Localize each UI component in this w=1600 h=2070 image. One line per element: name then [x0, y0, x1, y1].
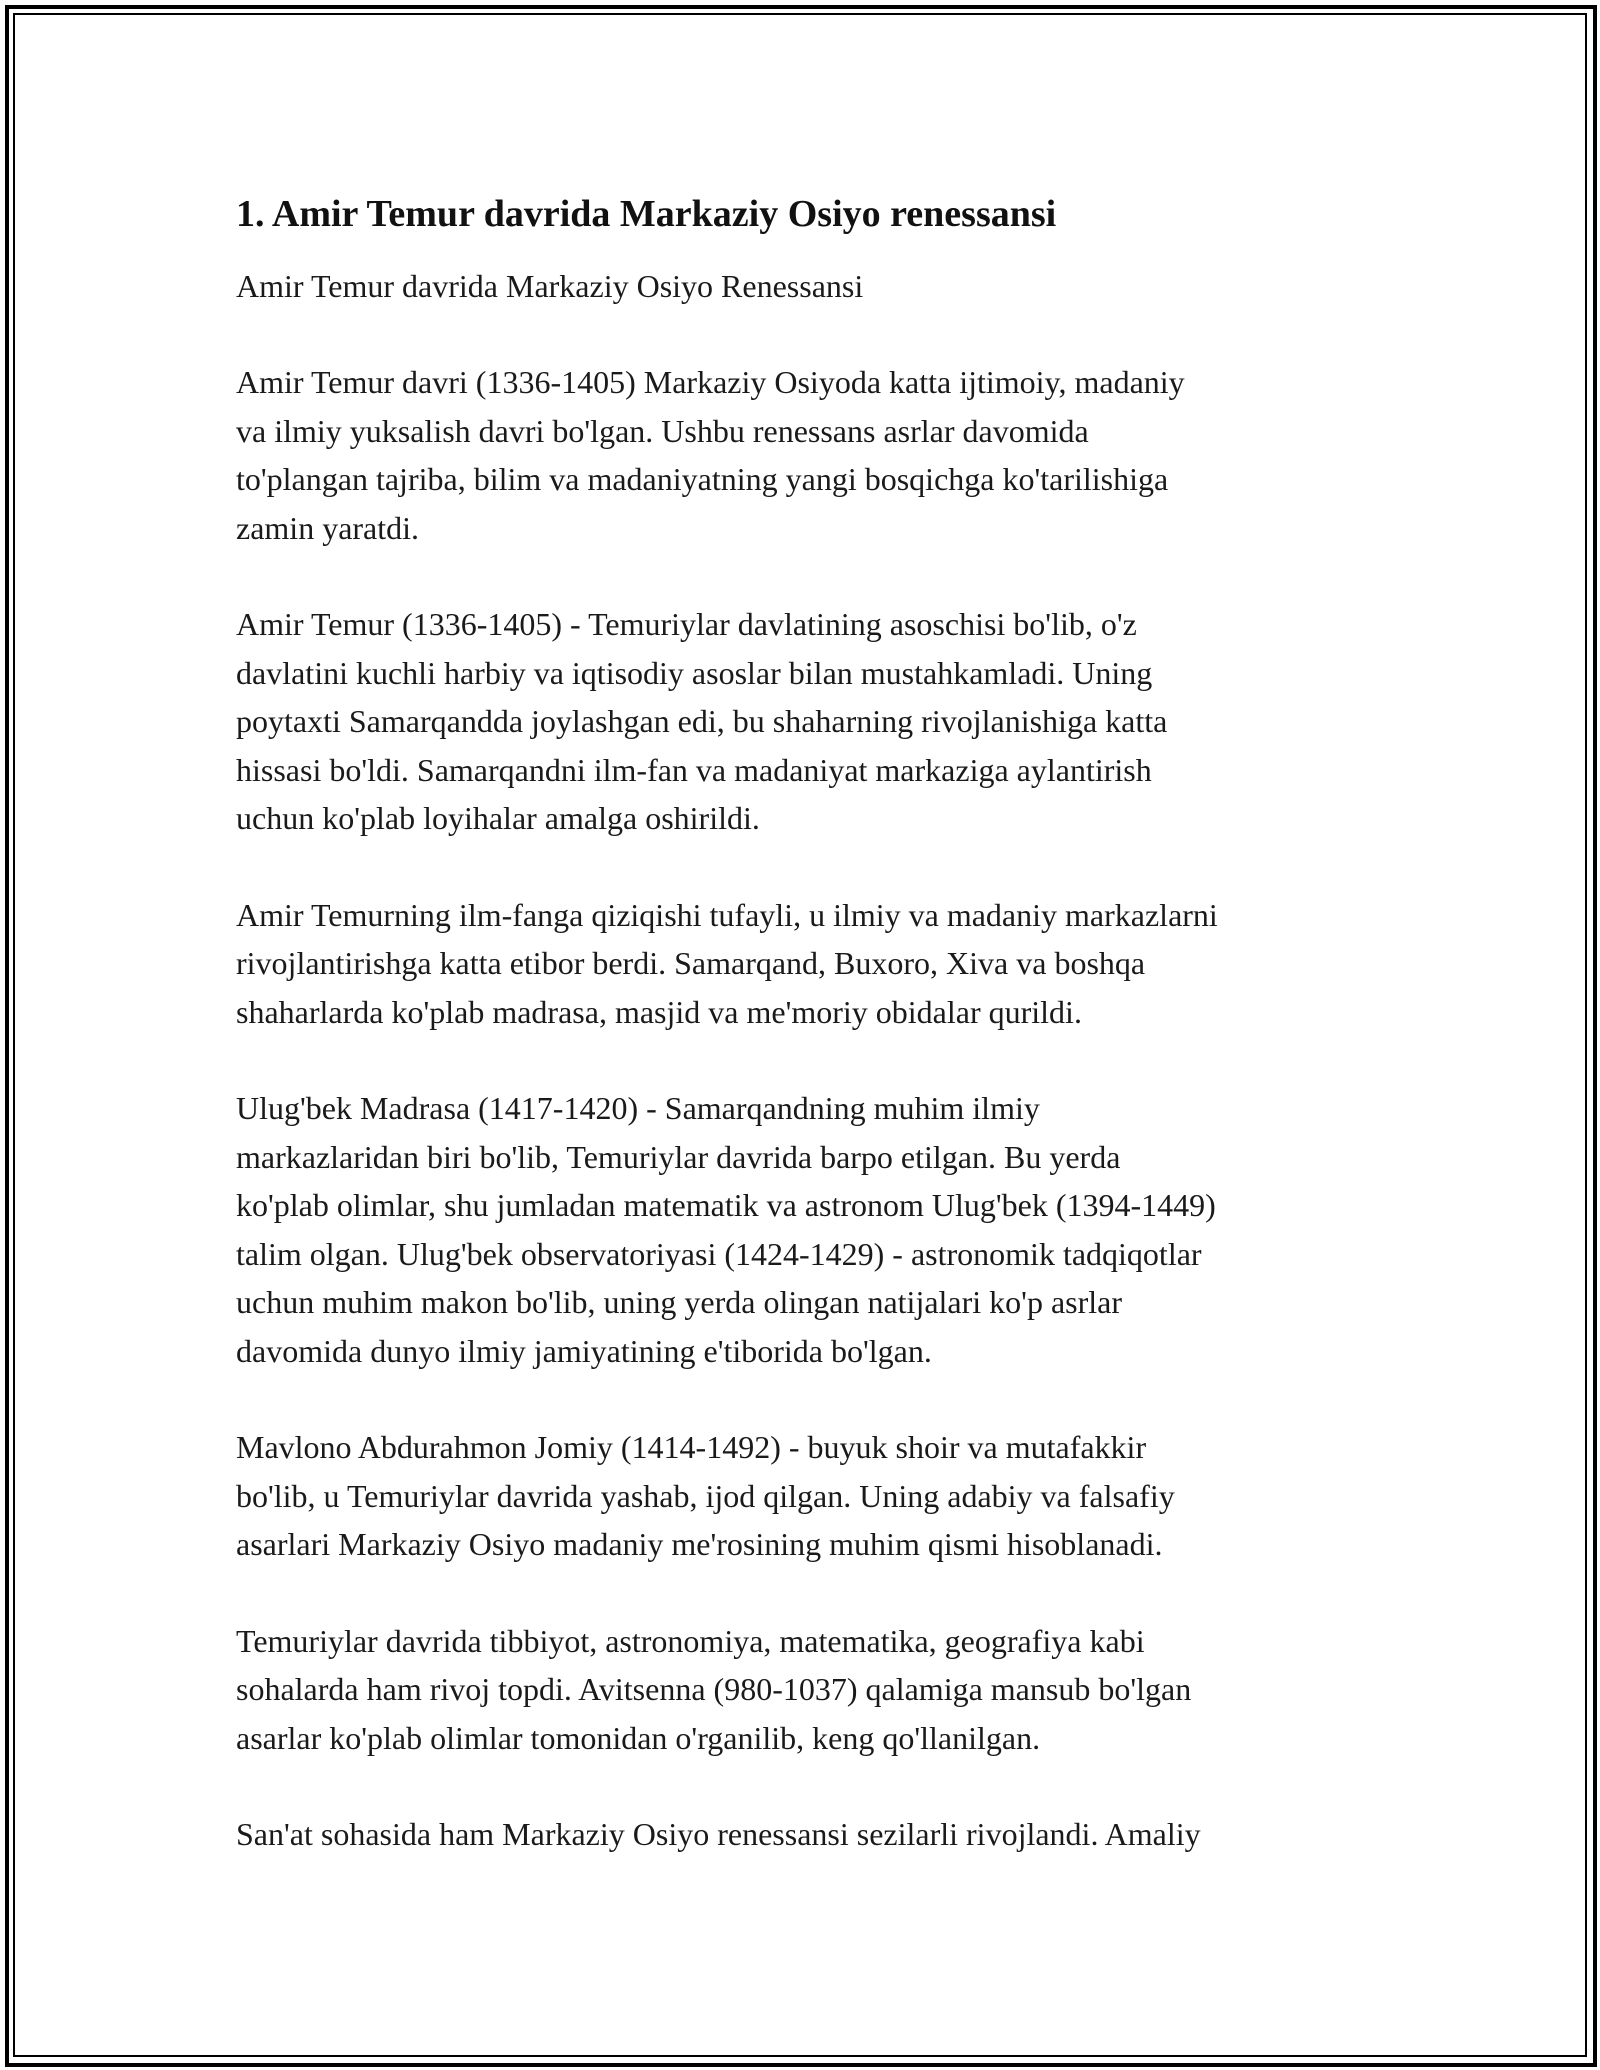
text-line: asarlar ko'plab olimlar tomonidan o'rganilib, keng qo'llanilgan. [236, 1719, 1041, 1756]
paragraph-1 [236, 358, 1376, 552]
text-line: zamin yaratdi. [236, 509, 420, 546]
text-line: hissasi bo'ldi. Samarqandni ilm-fan va madaniyat markaziga aylantirish [236, 751, 1152, 788]
document-subtitle: Amir Temur davrida Markaziy Osiyo Renessansi [236, 268, 864, 304]
text-line: ko'plab olimlar, shu jumladan matematik va astronom Ulug'bek (1394-1449) [236, 1187, 1216, 1223]
text-line: Mavlono Abdurahmon Jomiy (1414-1492) - buyuk shoir va mutafakkir [236, 1429, 1147, 1465]
document-body [236, 188, 1376, 1907]
text-line: sohalarda ham rivoj topdi. Avitsenna (980-1037) qalamiga mansub bo'lgan [236, 1671, 1192, 1707]
paragraph-6 [236, 1617, 1376, 1763]
text-line: San'at sohasida ham Markaziy Osiyo renessansi sezilarli rivojlandi. Amaliy [236, 1816, 1201, 1852]
text-line: shaharlarda ko'plab madrasa, masjid va me'moriy obidalar qurildi. [236, 993, 1082, 1030]
text-line: poytaxti Samarqandda joylashgan edi, bu shaharning rivojlanishiga katta [236, 703, 1168, 739]
text-line: talim olgan. Ulug'bek observatoriyasi (1424-1429) - astronomik tadqiqotlar [236, 1235, 1202, 1272]
text-line: rivojlantirishga katta etibor berdi. Samarqand, Buxoro, Xiva va boshqa [236, 945, 1146, 981]
text-line: markazlaridan biri bo'lib, Temuriylar davrida barpo etilgan. Bu yerda [236, 1138, 1121, 1175]
paragraph-3 [236, 891, 1376, 1037]
text-line: Amir Temur davri (1336-1405) Markaziy Osiyoda katta ijtimoiy, madaniy [236, 364, 1185, 400]
text-line: Ulug'bek Madrasa (1417-1420) - Samarqandning muhim ilmiy [236, 1090, 1040, 1126]
text-line: Amir Temur (1336-1405) - Temuriylar davlatining asoschisi bo'lib, o'z [236, 606, 1137, 642]
text-line: davomida dunyo ilmiy jamiyatining e'tiborida bo'lgan. [236, 1332, 932, 1369]
text-line: uchun muhim makon bo'lib, uning yerda olingan natijalari ko'p asrlar [236, 1284, 1122, 1320]
document-heading: 1. Amir Temur davrida Markaziy Osiyo renessansi [236, 193, 1057, 235]
text-line: Temuriylar davrida tibbiyot, astronomiya, matematika, geografiya kabi [236, 1622, 1145, 1659]
text-line: to'plangan tajriba, bilim va madaniyatning yangi bosqichga ko'tarilishiga [236, 461, 1169, 497]
text-line: va ilmiy yuksalish davri bo'lgan. Ushbu renessans asrlar davomida [236, 412, 1089, 449]
paragraph-5 [236, 1423, 1376, 1569]
text-line: uchun ko'plab loyihalar amalga oshirildi. [236, 800, 760, 836]
text-line: Amir Temurning ilm-fanga qiziqishi tufayli, u ilmiy va madaniy markazlarni [236, 896, 1218, 933]
paragraph-4 [236, 1084, 1376, 1375]
text-line: bo'lib, u Temuriylar davrida yashab, ijod qilgan. Uning adabiy va falsafiy [236, 1477, 1175, 1514]
paragraph-7 [236, 1810, 1376, 1859]
text-line: davlatini kuchli harbiy va iqtisodiy asoslar bilan mustahkamladi. Uning [236, 654, 1153, 691]
paragraph-2 [236, 600, 1376, 843]
text-line: asarlari Markaziy Osiyo madaniy me'rosining muhim qismi hisoblanadi. [236, 1526, 1163, 1562]
